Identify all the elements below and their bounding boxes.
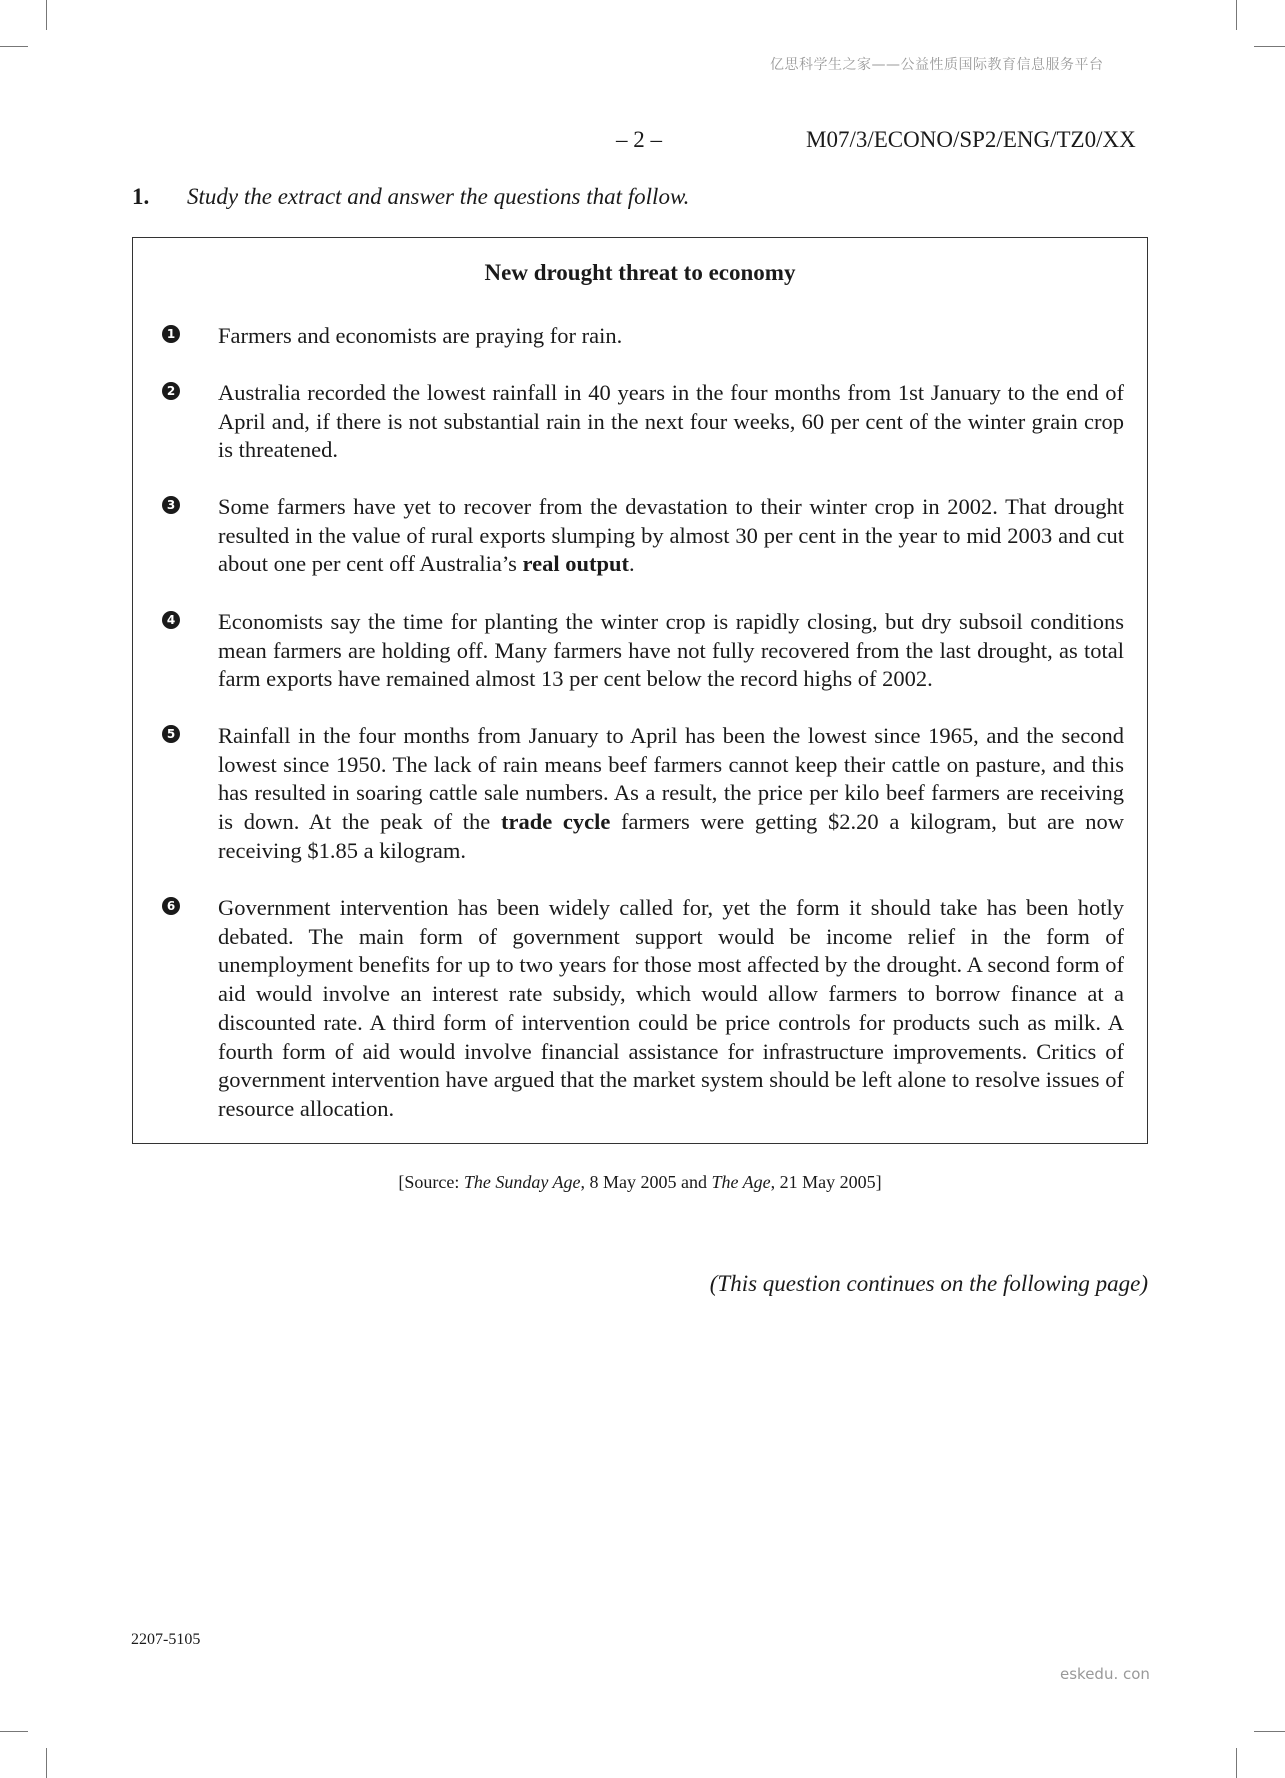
- paragraph-text: Farmers and economists are praying for rain.: [218, 323, 623, 348]
- exam-code: M07/3/ECONO/SP2/ENG/TZ0/XX: [806, 127, 1136, 152]
- crop-mark: [1236, 1748, 1237, 1778]
- source-publication: The Sunday Age: [463, 1172, 581, 1192]
- paragraph-marker: 6: [162, 897, 180, 915]
- source-prefix: [Source:: [398, 1172, 464, 1192]
- page-number: – 2 –: [616, 127, 662, 152]
- paragraph-text-part: .: [628, 551, 635, 577]
- extract-title: New drought threat to economy: [484, 260, 796, 285]
- footer-code: 2207-5105: [131, 1631, 201, 1648]
- crop-mark: [46, 1748, 47, 1778]
- paragraph-text: [218, 722, 1124, 866]
- watermark-bottom: eskedu. con: [1060, 1665, 1150, 1683]
- question-instruction: Study the extract and answer the questions that follow.: [187, 184, 690, 209]
- crop-mark: [0, 46, 28, 47]
- watermark-top: 亿思科学生之家——公益性质国际教育信息服务平台: [770, 57, 1104, 73]
- source-date: , 8 May 2005 and: [580, 1172, 712, 1192]
- paragraph-text: Government intervention has been widely called for, yet the form it should take has been hotly debated. The main form of government support would be income relief in the form of unemployment benefits for up to two years for those most affected by the drought. A second form of aid would involve an interest rate subsidy, which would allow farmers to borrow finance at a discounted rate. A third form of intervention could be price controls for products such as milk. A fourth form of aid would involve financial assistance for infrastructure improvements. Critics of government intervention have argued that the market system should be left alone to resolve issues of resource allocation.: [218, 895, 1124, 1121]
- paragraph-marker: 1: [162, 325, 180, 343]
- key-term-trade-cycle: trade cycle: [500, 809, 611, 835]
- key-term-real-output: real output: [522, 551, 629, 577]
- crop-mark: [46, 0, 47, 30]
- source-publication: The Age: [711, 1172, 771, 1192]
- paragraph-marker: 3: [162, 496, 180, 514]
- crop-mark: [1254, 1731, 1285, 1732]
- crop-mark: [0, 1731, 28, 1732]
- paragraph-text-part: farmers were getting $2.20 a kilogram, but are now receiving $1.85 a kilogram.: [218, 809, 1124, 863]
- continues-note: (This question continues on the following page): [709, 1271, 1148, 1296]
- paragraph-marker: 2: [162, 382, 180, 400]
- paragraph-text: Australia recorded the lowest rainfall in 40 years in the four months from 1st January to the end of April and, if there is not substantial rain in the next four weeks, 60 per cent of the winter grain crop is threatened.: [218, 380, 1124, 463]
- crop-mark: [1254, 46, 1285, 47]
- source-citation: [132, 1172, 1148, 1193]
- crop-mark: [1236, 0, 1237, 30]
- paragraph-text: Economists say the time for planting the winter crop is rapidly closing, but dry subsoil conditions mean farmers are holding off. Many farmers have not fully recovered from the last drought, as total farm exports have remained almost 13 per cent below the record highs of 2002.: [218, 609, 1124, 692]
- paragraph-marker: 4: [162, 611, 180, 629]
- source-date: , 21 May 2005]: [770, 1172, 882, 1192]
- extract-box: [132, 237, 1148, 1144]
- paragraph-text-part: Some farmers have yet to recover from the devastation to their winter crop in 2002. That drought resulted in the value of rural exports slumping by almost 30 per cent in the year to mid 2003 and cut about one per cent off Australia’s: [218, 494, 1124, 577]
- paragraph-text: [218, 493, 1124, 579]
- paragraph-marker: 5: [162, 725, 180, 743]
- question-number: 1.: [132, 184, 150, 209]
- paragraph-text-part: Rainfall in the four months from January to April has been the lowest since 1965, and the second lowest since 1950. The lack of rain means beef farmers cannot keep their cattle on pasture, and this has resulted in soaring cattle sale numbers. As a result, the price per kilo beef farmers are receiving is down. At the peak of the: [218, 723, 1124, 835]
